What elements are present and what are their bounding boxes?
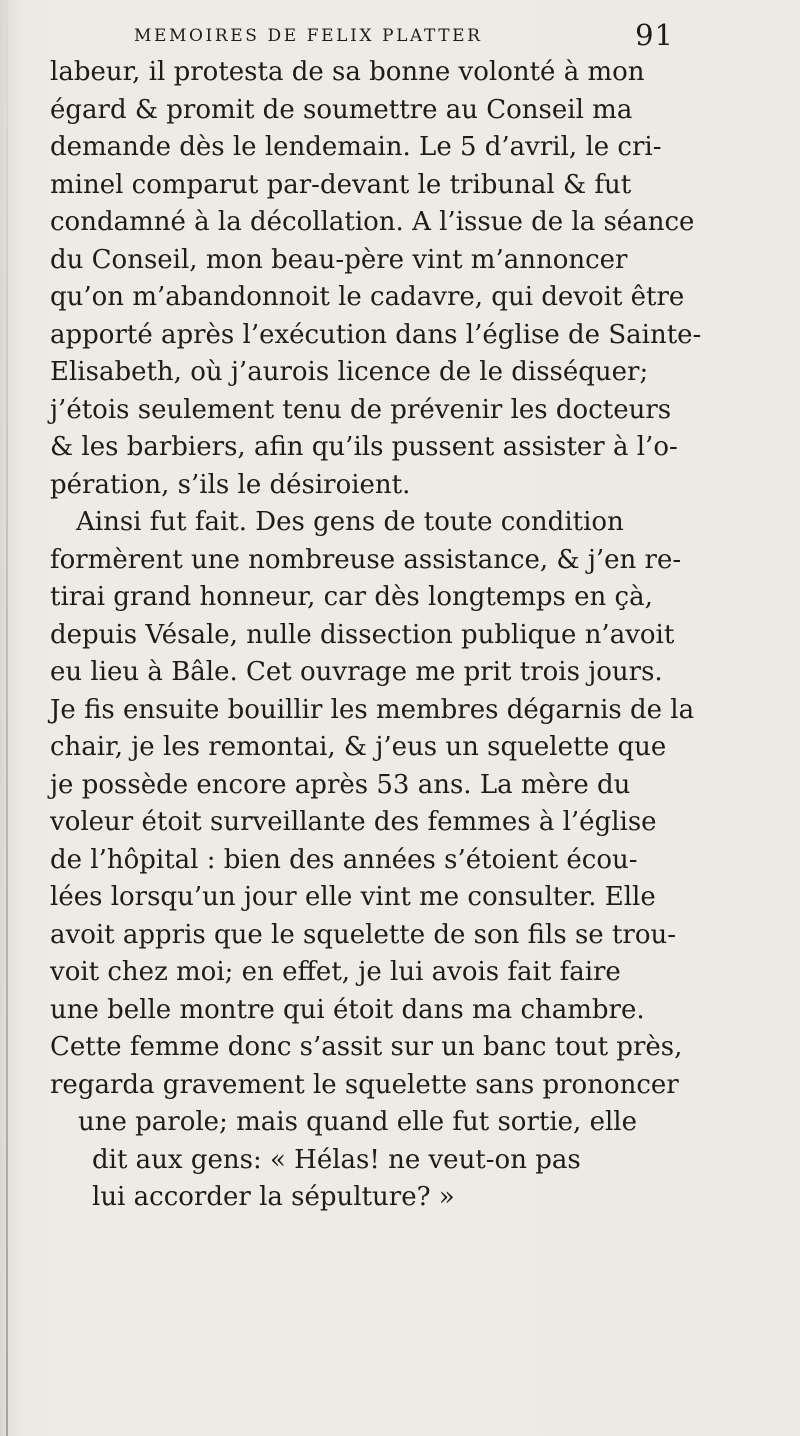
text-line: depuis Vésale, nulle dissection publique n’avoit <box>50 619 675 650</box>
text-line: j’étois seulement tenu de prévenir les docteurs <box>50 394 672 425</box>
text-line: Cette femme donc s’assit sur un banc tout près, <box>50 1032 683 1062</box>
page-number: 91 <box>635 18 674 52</box>
text-line: qu’on m’abandonnoit le cadavre, qui devoit être <box>50 282 685 312</box>
running-title: MEMOIRES DE FELIX PLATTER <box>134 26 483 46</box>
text-line: labeur, il protesta de sa bonne volonté à mon <box>50 57 645 87</box>
text-line: apporté après l’exécution dans l’église de Sainte- <box>50 319 702 350</box>
text-line: minel comparut par-devant le tribunal & fut <box>50 169 632 200</box>
text-line: avoit appris que le squelette de son fils se trou- <box>50 919 677 950</box>
text-line: demande dès le lendemain. Le 5 d’avril, le cri- <box>50 132 662 162</box>
text-line: égard & promit de soumettre au Conseil ma <box>50 94 633 125</box>
text-line: de l’hôpital : bien des années s’étoient écou- <box>50 844 638 875</box>
text-line: voleur étoit surveillante des femmes à l’église <box>50 807 657 837</box>
text-line: je possède encore après 53 ans. La mère du <box>50 769 631 800</box>
text-line: pération, s’ils le désiroient. <box>50 469 411 500</box>
running-head <box>134 16 674 52</box>
text-line: Elisabeth, où j’aurois licence de le disséquer; <box>50 357 649 387</box>
text-line: regarda gravement le squelette sans prononcer <box>50 1069 679 1100</box>
text-line: voit chez moi; en effet, je lui avois fait faire <box>50 957 621 987</box>
text-line: une parole; mais quand elle fut sortie, elle <box>78 1107 637 1137</box>
text-line: dit aux gens: « Hélas! ne veut-on pas <box>92 1144 581 1175</box>
text-line: du Conseil, mon beau-père vint m’annoncer <box>50 244 628 275</box>
text-line: & les barbiers, afin qu’ils pussent assister à l’o- <box>50 432 678 462</box>
text-line: eu lieu à Bâle. Cet ouvrage me prit trois jours. <box>50 657 663 687</box>
text-line: lées lorsqu’un jour elle vint me consulter. Elle <box>50 882 656 912</box>
text-line: Ainsi fut fait. Des gens de toute condition <box>76 507 624 537</box>
text-line: lui accorder la sépulture? » <box>92 1182 455 1212</box>
page-gutter-shadow <box>6 0 8 1436</box>
text-line: Je fis ensuite bouillir les membres dégarnis de la <box>50 694 695 725</box>
text-line: tirai grand honneur, car dès longtemps en çà, <box>50 582 653 612</box>
text-line: chair, je les remontai, & j’eus un squelette que <box>50 732 667 762</box>
body-text <box>50 54 770 1217</box>
text-line: formèrent une nombreuse assistance, & j’en re- <box>50 544 682 575</box>
text-line: une belle montre qui étoit dans ma chambre. <box>50 994 645 1025</box>
text-line: condamné à la décollation. A l’issue de la séance <box>50 207 695 237</box>
